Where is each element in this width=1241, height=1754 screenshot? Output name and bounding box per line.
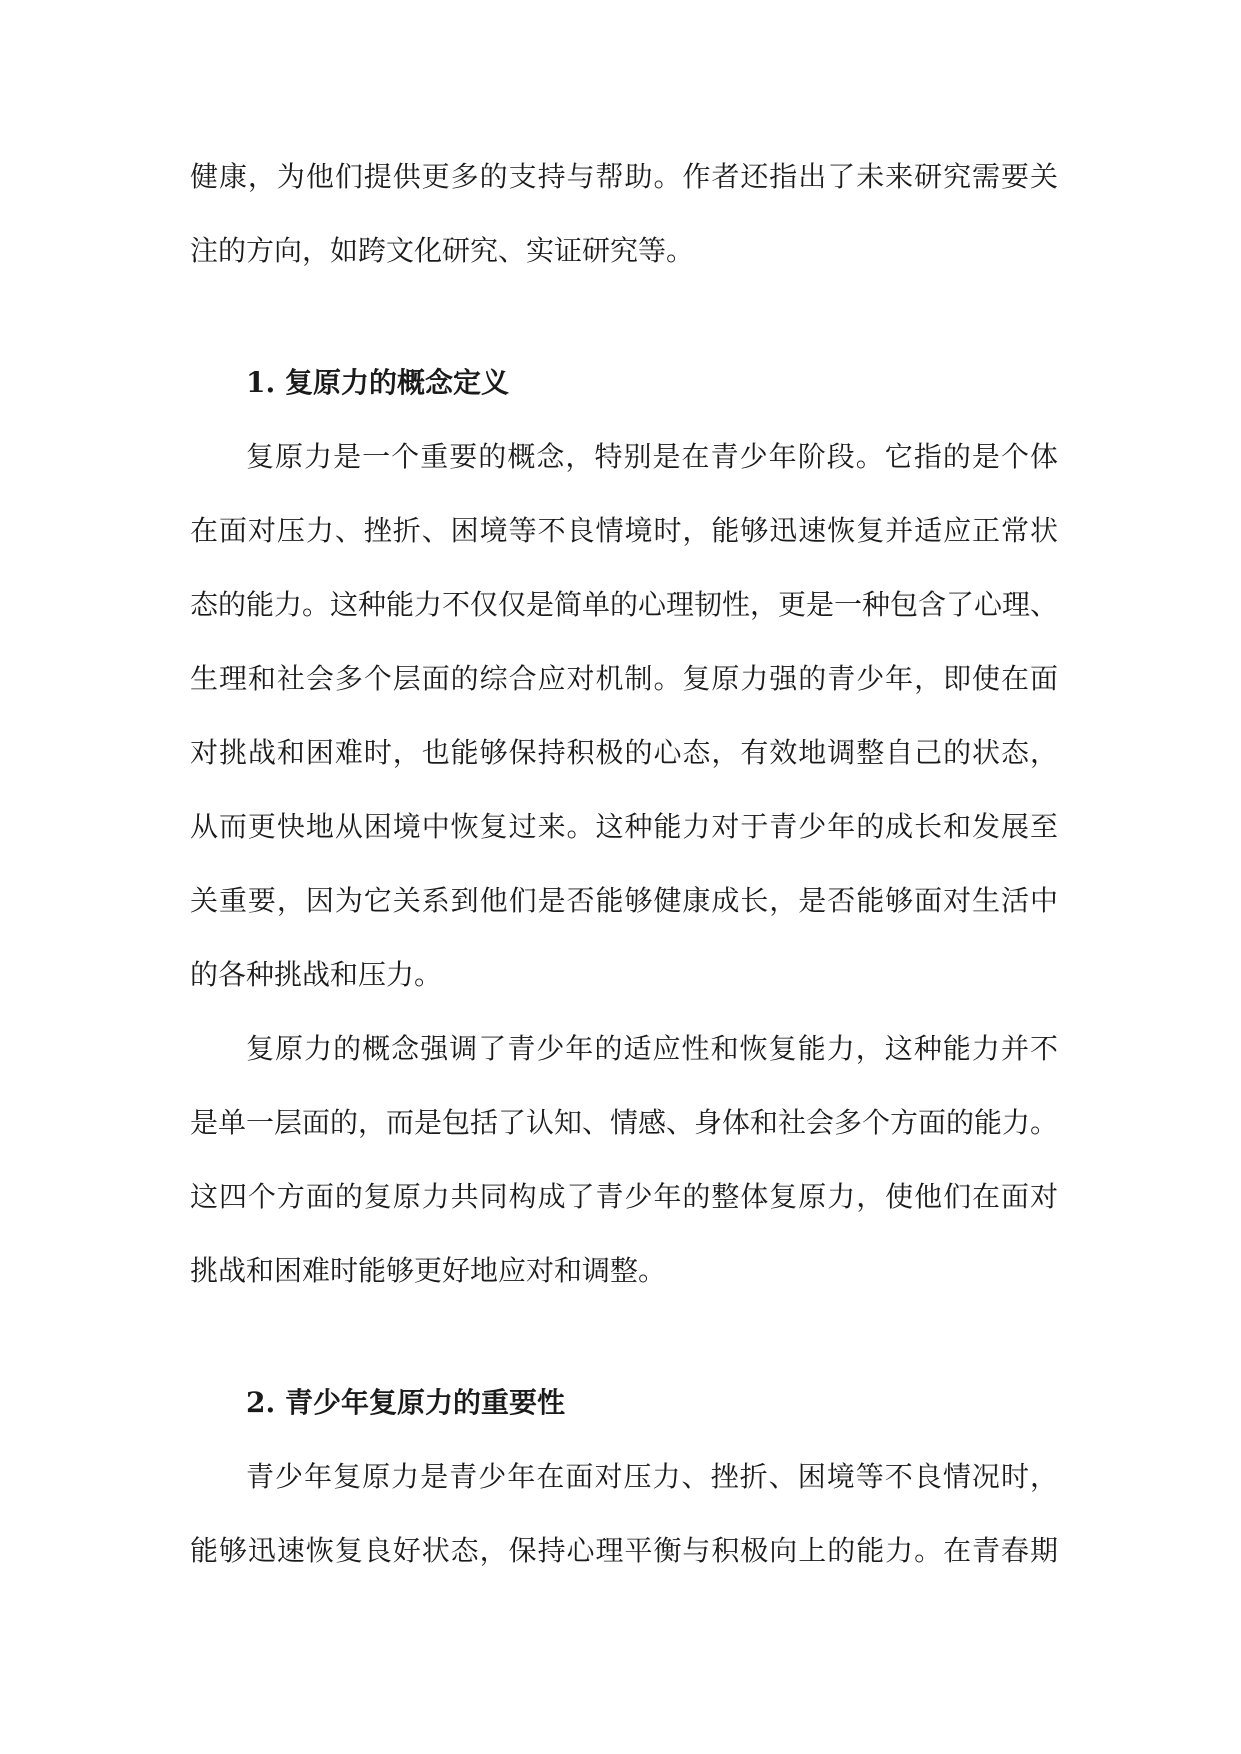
document-body xyxy=(190,140,1058,1588)
section-2-paragraph-1 xyxy=(190,1440,1058,1588)
paragraph-line: 青少年复原力是青少年在面对压力、挫折、困境等不良情况时， xyxy=(246,1460,1058,1493)
paragraph-line: 生理和社会多个层面的综合应对机制。复原力强的青少年，即使在面 xyxy=(190,662,1058,695)
paragraph-line: 注的方向，如跨文化研究、实证研究等。 xyxy=(190,234,695,267)
section-gap xyxy=(190,1308,1058,1366)
paragraph-line: 对挑战和困难时，也能够保持积极的心态，有效地调整自己的状态， xyxy=(190,736,1058,769)
paragraph-line: 复原力的概念强调了青少年的适应性和恢复能力，这种能力并不 xyxy=(246,1032,1058,1065)
paragraph-line: 挑战和困难时能够更好地应对和调整。 xyxy=(190,1254,667,1287)
section-1-paragraph-2 xyxy=(190,1012,1058,1308)
section-2-heading: 2. 青少年复原力的重要性 xyxy=(246,1386,565,1419)
section-1-heading: 1. 复原力的概念定义 xyxy=(246,366,509,399)
section-gap xyxy=(190,288,1058,346)
paragraph-line: 在面对压力、挫折、困境等不良情境时，能够迅速恢复并适应正常状 xyxy=(190,514,1058,547)
paragraph-line: 能够迅速恢复良好状态，保持心理平衡与积极向上的能力。在青春期 xyxy=(190,1534,1058,1567)
paragraph-line: 关重要，因为它关系到他们是否能够健康成长，是否能够面对生活中 xyxy=(190,884,1058,917)
paragraph-line: 是单一层面的，而是包括了认知、情感、身体和社会多个方面的能力。 xyxy=(190,1106,1058,1139)
section-1-paragraph-1 xyxy=(190,420,1058,1012)
paragraph-line: 这四个方面的复原力共同构成了青少年的整体复原力，使他们在面对 xyxy=(190,1180,1058,1213)
paragraph-line: 从而更快地从困境中恢复过来。这种能力对于青少年的成长和发展至 xyxy=(190,810,1058,843)
paragraph-line: 复原力是一个重要的概念，特别是在青少年阶段。它指的是个体 xyxy=(246,440,1058,473)
paragraph-line: 的各种挑战和压力。 xyxy=(190,958,443,991)
paragraph-line: 态的能力。这种能力不仅仅是简单的心理韧性，更是一种包含了心理、 xyxy=(190,588,1058,621)
intro-paragraph xyxy=(190,140,1058,288)
paragraph-line: 健康，为他们提供更多的支持与帮助。作者还指出了未来研究需要关 xyxy=(190,160,1058,193)
